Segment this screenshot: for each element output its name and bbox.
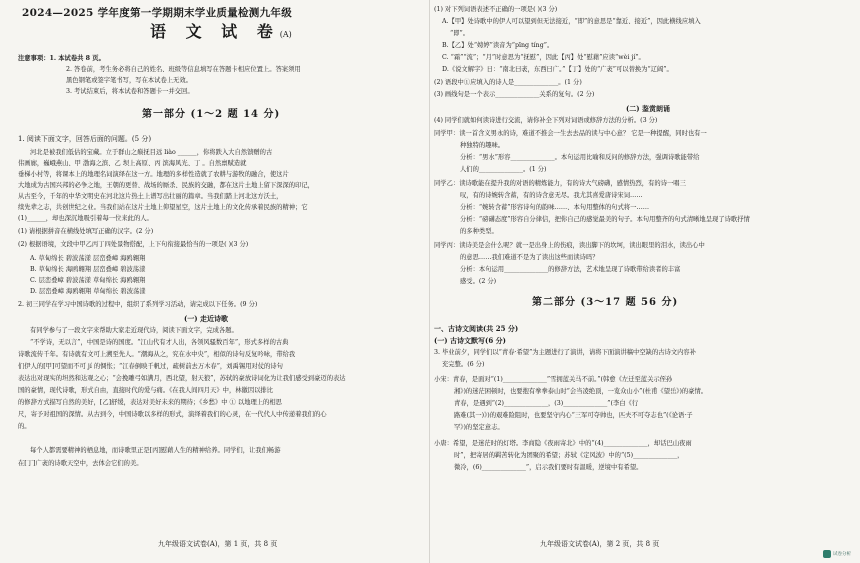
poem-paragraph-line: 尺，寄予对祖国的深情。从古到今，中国诗歌以多样的形式，演绎着我们的心灵，在一代代人中传递着我们的心 <box>18 411 327 418</box>
q2-stem: 2. 初三同学在学习中国诗歌的过程中，组织了系列学习活动，请完成以下任务。(9 分) <box>18 301 258 308</box>
passage-line: 伟画廊，巍峨燕山、甲 渤海之滨、乙 坝上高原、丙 滨海风光、丁 。自然禀赋造就 <box>18 160 247 167</box>
exam-header: 2024—2025 学年度第一学期期末学业质量检测九年级 <box>22 7 293 19</box>
student-c-line: 同学丙：读诗美是会什么呢？就一是出身上的伤痕，读出脚下的坎坷，读出眼里的泪水，读出心中 <box>434 242 705 249</box>
passage-line: 大地成为古国兴邦的必争之地，王朝的更替、战场的厮杀、民族的交融，都在这片土地上留下深深的印记， <box>18 182 314 189</box>
part-two-heading: 第二部分 (3～17 题 56 分) <box>532 297 679 308</box>
student-c-line: 分析：本句运用______________的修辞方法，艺术地呈现了诗歌带给读者的丰富 <box>460 266 681 273</box>
logo-icon <box>823 550 831 558</box>
passage-line: 河北是被我们低估的宝藏。立于群山之巅抚目远 liào ______，你将跌入大自然馈赠的古 <box>30 149 273 156</box>
r-q3: (3) 画线句是一个表示______________关系的复句。(2 分) <box>434 91 595 98</box>
passage-line: (1)______，却也深沉地吸引着每一位来此的人。 <box>18 215 153 222</box>
r-q4: (4) 同学们就如何读诗进行交流，请你补全下列对词语或修辞方法的分析。(3 分) <box>434 117 658 124</box>
student-b-line: 分析：“磅礴态度”形容自分律信，把你自己的感觉最美的句子。本句用整齐的句式清晰地呈现了诗歌抒情 <box>460 216 750 223</box>
q3-body-line: 罕》)的坚定意志。 <box>454 424 504 431</box>
poem-paragraph-line: 们伊人的[甲]可望而不可 jí 的惆怅；“江春倒映千帆过，疏树前去万木春”，刘禹锡用对仗的诗句 <box>18 363 283 370</box>
student-c-line: 的意思……我们难道不是为了读出这些而读诗吗？ <box>460 254 599 261</box>
section-heading: (一) 古诗文默写(6 分) <box>434 336 506 345</box>
poem-paragraph-line: 的。 <box>18 423 31 430</box>
poem-paragraph-line: 有同学参与了一段文字来帮助大家走近现代诗，阅读下面文字，完成各题。 <box>30 327 238 334</box>
closing-line: 在[丁]广袤的诗歌天空中，去体会它们的美。 <box>18 460 143 467</box>
r-option: A.【甲】处诗歌中的伊人可以望到但无法接近，“即”的意思是“靠近、接近”，因此横线应填入 <box>442 18 701 25</box>
student-c-line: 感受。(2 分) <box>460 278 497 285</box>
right-page <box>430 0 860 563</box>
q1-part2: (2) 根据语境，文段中甲乙丙丁四处景物搭配，上下句衔接最恰当的一项是( )(3 分) <box>18 241 249 248</box>
section-heading: 一、古诗文阅读(共 25 分) <box>434 324 519 333</box>
q3-body-line: 路难(其一)》)的艰难险阻时，也要坚守内心“三军可夺帅也，匹夫不可夺志也”(《论语·子 <box>454 412 693 419</box>
student-b-line: 的多种类型。 <box>460 228 498 235</box>
option-c: C. 层峦叠嶂 碧波荡漾 草甸绵长 海鸥翱翔 <box>30 277 146 284</box>
q3-stem: 3. 毕业前夕，同学们以“青春·希望”为主题进行了演讲，请将下面演讲稿中空缺的古诗文内容补 <box>434 349 697 356</box>
r-option: D.《说文解字》日：“南北曰袤，东西曰广。”【丁】处的“广袤”可以替换为“辽阔”。 <box>442 66 673 73</box>
passage-line: 垂梯小村等，将课本上的地理名词演绎在这一方。地理的多样性造就了农耕与游牧的融合，使这片 <box>18 171 289 178</box>
poem-paragraph-line: “不学诗，无以言”，中国是诗的国度。“江山代有才人出，各领风骚数百年”，形式多样的古典 <box>30 339 289 346</box>
subsection-heading: (二) 鉴赏朗诵 <box>626 104 671 113</box>
q3-body-line: 小唐：希望，是迷茫时的灯塔。李商隐《夜雨寄北》中的“(4)______________，却话巴山夜雨 <box>434 440 692 447</box>
page-footer: 九年级语文试卷(A)，第 2 页，共 8 页 <box>540 540 660 548</box>
q3-body-line: 小宋：青春，是面对“(1)______________”雪拥蓝关马不前。”(韩愈《左迁至蓝关示侄孙 <box>434 376 673 383</box>
r-option: “即”。 <box>450 30 470 37</box>
exam-title: 语 文 试 卷(A) <box>150 22 292 41</box>
q3-body-line: 微冷，(6)______________”，启示我们要时有温暖，逆境中有希望。 <box>454 464 643 471</box>
poem-paragraph-line: 表达出对现实的坦然和达观之心；“会挽雕弓如满月，西北望，射天狼”，苏轼的豪放诗词化为让我们感受到豪迈的表达 <box>18 375 346 382</box>
q1-part1: (1) 请根据拼音在横线处填写正确的汉字。(2 分) <box>18 228 154 235</box>
student-a-line: 人们的______________。(1 分) <box>460 166 547 173</box>
note-2: 2. 答卷前，考生务必将自己的姓名、班级等信息填写在答题卡相应位置上。答案须用 <box>66 66 301 73</box>
r-q2: (2) 语段中①应填入的诗人是______________。(1 分) <box>434 79 582 86</box>
student-b-line: 叹，有的诗婉转含蓄，有的诗含意无尽。我尤其喜爱唐诗宋词…… <box>460 192 643 199</box>
closing-line: 每个人都需要精神的栖息地，而诗歌里正是[丙]慰藉人生的精神给养。同学们，让我们畅游 <box>30 447 281 454</box>
note-1: 注意事项：1. 本试卷共 8 页。 <box>18 55 105 62</box>
q1-stem: 1. 阅读下面文字，回答后面的问题。(5 分) <box>18 135 152 143</box>
student-a-line: 种独特的趣味。 <box>460 142 505 149</box>
q3-body-line: 时”，把寄居的羁苦转化为团聚的希望；苏轼《定风波》中的“(5)______________， <box>454 452 684 459</box>
r-option: B.【乙】处“娉婷”读音为“pīng tíng”。 <box>442 42 554 49</box>
note-4: 3. 考试结束后，将本试卷和答题卡一并交回。 <box>66 88 194 95</box>
poem-paragraph-line: 国的豪情，现代诗歌，形式自由，直接时代的爱与痛。《在我人间四月天》中，林徽因以排比 <box>18 387 274 394</box>
q3-stem: 充完整。(6 分) <box>442 361 485 368</box>
q3-body-line: 青春，是遇到“(2)______________，(3)______________”(李白《行 <box>454 400 639 407</box>
part-one-heading: 第一部分 (1～2 题 14 分) <box>142 109 281 120</box>
option-a: A. 草甸绵长 碧波荡漾 层峦叠嶂 海鸥翱翔 <box>30 255 146 262</box>
page-footer: 九年级语文试卷(A)，第 1 页，共 8 页 <box>158 540 278 548</box>
student-a-line: 同学甲：读一首含义男永的诗，难道不推会一生去去品的读与中心意？ 它是一种提醒，同时也有一 <box>434 130 707 137</box>
student-b-line: 分析：“婉转含蓄”形容诗句的韵味……、本句用整体的句式将一…… <box>460 204 650 211</box>
passage-line: 续先辈之志，共创世纪之业。当我们站在这片土地上仰望星空，这片土地上的文化传承着民族的精神；它 <box>18 204 308 211</box>
poem-paragraph-line: 的修辞方式描写自然的美好，[乙]舒缓，表达对美好未来的期待；《乡愁》中 ① 以地理上的相思 <box>18 399 282 406</box>
subsection-heading: (一) 走近诗歌 <box>184 314 229 323</box>
watermark-logo: 试卷分析 <box>823 549 857 559</box>
r-q1: (1) 对下列词语表述不正确的一项是( )(3 分) <box>434 6 558 13</box>
option-d: D. 层峦叠嶂 海鸥翱翔 草甸绵长 碧波荡漾 <box>30 288 146 295</box>
student-a-line: 分析：“男水”形容______________。本句运用比喻和反问的修辞方法，强调诗歌能带给 <box>460 154 700 161</box>
q3-body-line: 湘》)的迷茫困顿时，也要抱有拳拳泰山时“会当凌绝顶，一览众山小”(杜甫《望岳》)的豪情。 <box>454 388 708 395</box>
poem-paragraph-line: 诗歌流传千年。有诗就有文可上溯至先人。“潮海从之，究在水中央”，相似的诗句反复吟咏，带给我 <box>18 351 296 358</box>
r-option: C. “霜”“流”；“月”时意思为“抚慰”，因此【丙】处“慰藉”应读“wèi jí”。 <box>442 54 645 61</box>
student-b-line: 同学乙：读诗歌能在提升我的对语的精炼能力，有的诗大气磅礴，感情热烈，有的诗一唱三 <box>434 180 686 187</box>
option-b: B. 草甸绵长 海鸥翱翔 层峦叠嶂 碧波荡漾 <box>30 266 146 273</box>
note-3: 黑色钢笔或签字笔书写，写在本试卷上无效。 <box>66 77 192 84</box>
passage-line: 从古至今，千年的中华文明史在河北这片热土上谱写出壮丽的篇章。当我们踏上河北这方沃土， <box>18 193 283 200</box>
